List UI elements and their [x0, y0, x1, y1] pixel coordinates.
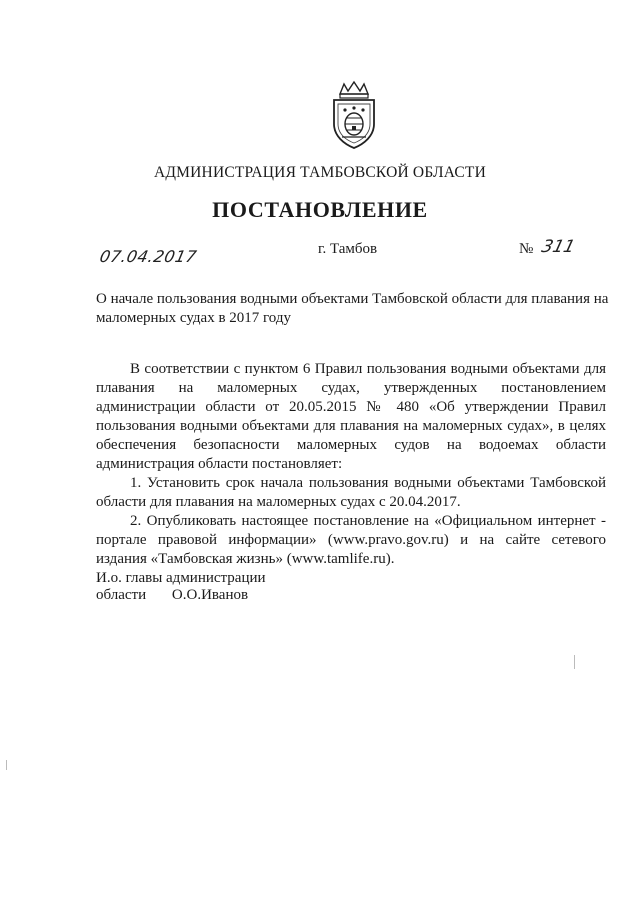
signatory-row [96, 587, 266, 604]
handwritten-number: 311 [539, 237, 577, 257]
document-subject: О начале пользования водными объектами Тамбовской области для плавания на маломерных судах в 2017 году [96, 291, 609, 326]
document-body [96, 360, 606, 569]
signatory-position-line2: области [96, 587, 147, 603]
agency-name: АДМИНИСТРАЦИЯ ТАМБОВСКОЙ ОБЛАСТИ [154, 164, 486, 181]
scan-artifact [574, 655, 575, 669]
signatory-name: О.О.Иванов [171, 587, 249, 603]
scan-artifact [6, 760, 7, 770]
signature-block [96, 570, 266, 604]
coat-of-arms-icon [326, 80, 382, 150]
intro-paragraph: В соответствии с пунктом 6 Правил пользования водными объектами для плавания на маломерных судах, утвержденных постановлением администрации области от 20.05.2015 № 480 «Об утверждении Правил пользования водными объектами для плавания на маломерных судах», в целях обеспечения безопасности маломерных судов на водоемах области администрация области постановляет: [96, 361, 606, 472]
city: г. Тамбов [318, 241, 378, 257]
clause-2: 2. Опубликовать настоящее постановление на «Официальном интернет - портале правовой информации» (www.pravo.gov.ru) и на сайте сетевого издания «Тамбовская жизнь» (www.tamlife.ru). [96, 513, 606, 567]
document-type-title: ПОСТАНОВЛЕНИЕ [212, 197, 428, 222]
signatory-position-line1: И.о. главы администрации [96, 570, 266, 586]
clause-1: 1. Установить срок начала пользования водными объектами Тамбовской области для плавания на маломерных судах с 20.04.2017. [96, 475, 606, 510]
number-label: № [519, 241, 534, 257]
handwritten-date: 07.04.2017 [97, 247, 199, 266]
